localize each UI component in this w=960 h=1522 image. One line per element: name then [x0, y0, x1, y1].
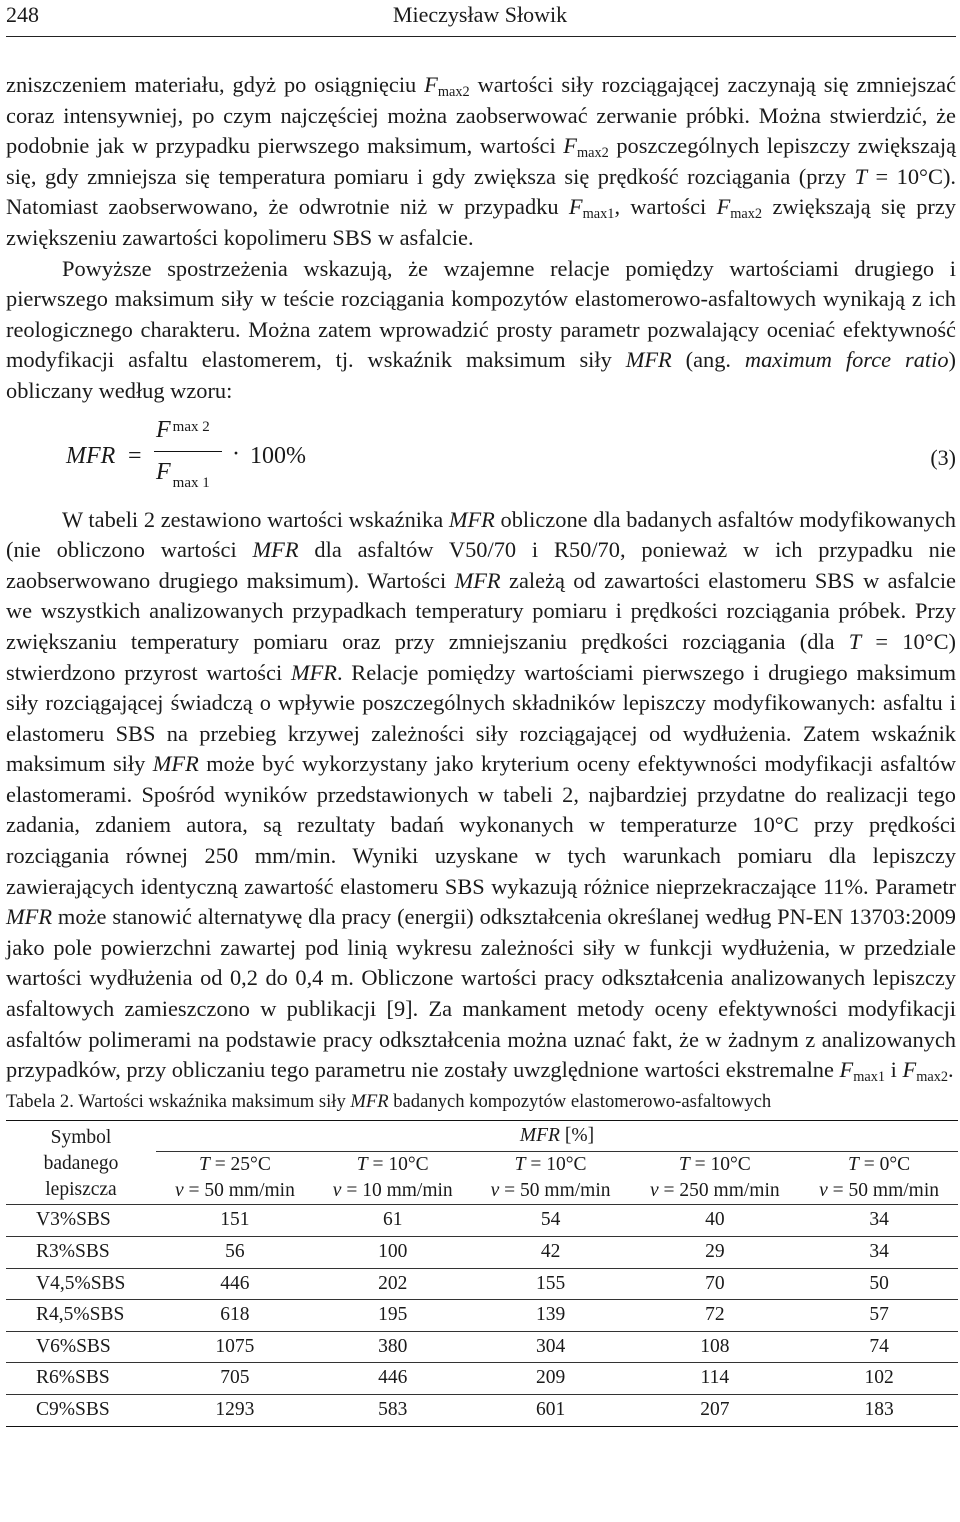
value-cell: 1293	[156, 1394, 314, 1426]
value-cell: 446	[314, 1363, 472, 1395]
value-cell: 1075	[156, 1331, 314, 1363]
value-cell: 601	[472, 1394, 630, 1426]
symbol-cell: R6%SBS	[6, 1363, 156, 1395]
multiply-dot: ·	[232, 440, 240, 467]
value-cell: 108	[629, 1331, 800, 1363]
value-cell: 57	[800, 1300, 958, 1332]
paragraph-1: zniszczeniem materiału, gdyż po osiągnięciu $F_{max2}$ wartości siły rozciągającej zaczynają się zmniejszać coraz intensywniej, po czym najczęściej można zaobserwować zerwanie próbki. Można stwierdzić, że podobnie jak w przypadku pierwszego maksimum, wartości $F_{max2}$ poszczególnych lepiszczy zwiększają się, gdy zmniejsza się temperatura pomiaru i gdy zwiększa się prędkość rozciągania (przy T = 10°C). Natomiast zaobserwowano, że odwrotnie niż w przypadku $F_{max1}$, wartości $F_{max2}$ zwiększają się przy zwiększeniu zawartości kopolimeru SBS w asfalcie.	[6, 72, 957, 250]
symbol-cell: R3%SBS	[6, 1237, 156, 1269]
condition-header: T = 10°C v = 250 mm/min	[650, 1154, 780, 1202]
table-row	[6, 1205, 958, 1237]
symbol-cell: V3%SBS	[6, 1205, 156, 1237]
table-row	[6, 1363, 958, 1395]
equals-sign: =	[128, 442, 142, 469]
table-row	[6, 1394, 958, 1426]
value-cell: 34	[800, 1205, 958, 1237]
header-rule	[6, 36, 956, 37]
value-cell: 446	[156, 1268, 314, 1300]
value-cell: 54	[472, 1205, 630, 1237]
table-body	[6, 1205, 958, 1426]
value-cell: 74	[800, 1331, 958, 1363]
value-cell: 42	[472, 1237, 630, 1269]
value-cell: 705	[156, 1363, 314, 1395]
running-author: Mieczysław Słowik	[392, 2, 568, 27]
percent-factor: 100%	[250, 442, 306, 469]
value-cell: 209	[472, 1363, 630, 1395]
table-row	[6, 1268, 958, 1300]
value-cell: 72	[629, 1300, 800, 1332]
equation-number: (3)	[930, 444, 956, 470]
value-cell: 583	[314, 1394, 472, 1426]
value-cell: 50	[800, 1268, 958, 1300]
value-cell: 207	[629, 1394, 800, 1426]
value-cell: 34	[800, 1237, 958, 1269]
paragraph-2: Powyższe spostrzeżenia wskazują, że wzajemne relacje pomiędzy wartościami drugiego i pierwszego maksimum siły w teście rozciągania kompozytów elastomerowo-asfaltowych wynikają z ich reologicznego charakteru. Można zatem wprowadzić prosty parametr pozwalający oceniać efektywność modyfikacji asfaltu elastomerem, tj. wskaźnik maksimum siły MFR (ang. maximum force ratio) obliczany według wzoru:	[6, 255, 956, 403]
equation-lhs: MFR	[66, 442, 116, 469]
table-row	[6, 1300, 958, 1332]
table-row	[6, 1331, 958, 1363]
value-cell: 380	[314, 1331, 472, 1363]
mfr-header: MFR [%]	[156, 1120, 958, 1152]
value-cell: 56	[156, 1237, 314, 1269]
value-cell: 151	[156, 1205, 314, 1237]
paragraph-3: W tabeli 2 zestawiono wartości wskaźnika MFR obliczone dla badanych asfaltów modyfikowanych (nie obliczono wartości MFR dla asfaltów V50/70 i R50/70, ponieważ w ich przypadku nie zaobserwowano drugiego maksimum). Wartości MFR zależą od zawartości elastomeru SBS w asfalcie we wszystkich analizowanych przypadkach temperatury pomiaru i prędkości rozciągania próbek. Przy zwiększaniu temperatury pomiaru oraz przy zmniejszaniu prędkości rozciągania (dla T = 10°C) stwierdzono przyrost wartości MFR. Relacje pomiędzy wartościami pierwszego i drugiego maksimum siły rozciągającej świadczą o wpływie poszczególnych składników lepiszczy modyfikowanych: asfaltu i elastomeru SBS na przebieg krzywej zależności siły rozciągającej od wydłużenia. Zatem wskaźnik maksimum siły MFR może być wykorzystany jako kryterium oceny efektywności modyfikacji asfaltów elastomerami. Spośród wyników przedstawionych w tabeli 2, najbardziej przydatne do realizacji tego zadania, zdaniem autora, są rezultaty badań wykonanych w temperaturze 10°C przy prędkości rozciągania równej 250 mm/min. Wyniki uzyskane w tych warunkach pomiaru dla lepiszczy zawierających identyczną zawartość elastomeru SBS wykazują różnice nieprzekraczające 11%. Parametr MFR może stanowić alternatywę dla pracy (energii) odkształcenia określanej według PN-EN 13703:2009 jako pole powierzchni zawartej pod linią wykresu zależności siły w funkcji wydłużenia, w przedziale wartości wydłużenia od 0,2 do 0,4 m. Obliczone wartości pracy odkształcenia analizowanych lepiszczy asfaltowych zamieszczono w publikacji [9]. Za mankament metody oceny efektywności modyfikacji asfaltów polimerami na podstawie pracy odkształcenia można uznać fakt, że w żadnym z analizowanych przypadków, przy obliczaniu tego parametru nie zostały uwzględnione wartości ekstremalne $F_{max1}$ i $F_{max2}$.	[6, 506, 957, 1086]
value-cell: 618	[156, 1300, 314, 1332]
symbol-cell: V6%SBS	[6, 1331, 156, 1363]
value-cell: 202	[314, 1268, 472, 1300]
condition-header: T = 10°C v = 50 mm/min	[490, 1154, 611, 1202]
fraction-bar	[154, 451, 222, 452]
value-cell: 114	[629, 1363, 800, 1395]
value-cell: 100	[314, 1237, 472, 1269]
value-cell: 61	[314, 1205, 472, 1237]
value-cell: 304	[472, 1331, 630, 1363]
page-body	[6, 70, 956, 1427]
condition-header: T = 10°C v = 10 mm/min	[332, 1154, 453, 1202]
symbol-cell: V4,5%SBS	[6, 1268, 156, 1300]
condition-header: T = 0°C v = 50 mm/min	[819, 1154, 939, 1202]
value-cell: 139	[472, 1300, 630, 1332]
value-cell: 102	[800, 1363, 958, 1395]
equation-3	[6, 415, 956, 499]
symbol-cell: C9%SBS	[6, 1394, 156, 1426]
value-cell: 183	[800, 1394, 958, 1426]
value-cell: 40	[629, 1205, 800, 1237]
page-number: 248	[6, 2, 39, 27]
fraction-numerator: F $^{max 2}$	[156, 416, 210, 443]
fraction-denominator: F $_{max 1}$	[156, 458, 210, 491]
condition-header: T = 25°C v = 50 mm/min	[174, 1154, 295, 1202]
table-row	[6, 1237, 958, 1269]
symbol-cell: R4,5%SBS	[6, 1300, 156, 1332]
running-header	[0, 0, 960, 34]
value-cell: 70	[629, 1268, 800, 1300]
value-cell: 29	[629, 1237, 800, 1269]
mfr-table	[6, 1120, 958, 1427]
value-cell: 195	[314, 1300, 472, 1332]
table-caption: Tabela 2. Wartości wskaźnika maksimum siły MFR badanych kompozytów elastomerowo-asfaltowych	[6, 1090, 772, 1112]
symbol-header: Symbol badanego lepiszcza	[6, 1120, 156, 1205]
value-cell: 155	[472, 1268, 630, 1300]
